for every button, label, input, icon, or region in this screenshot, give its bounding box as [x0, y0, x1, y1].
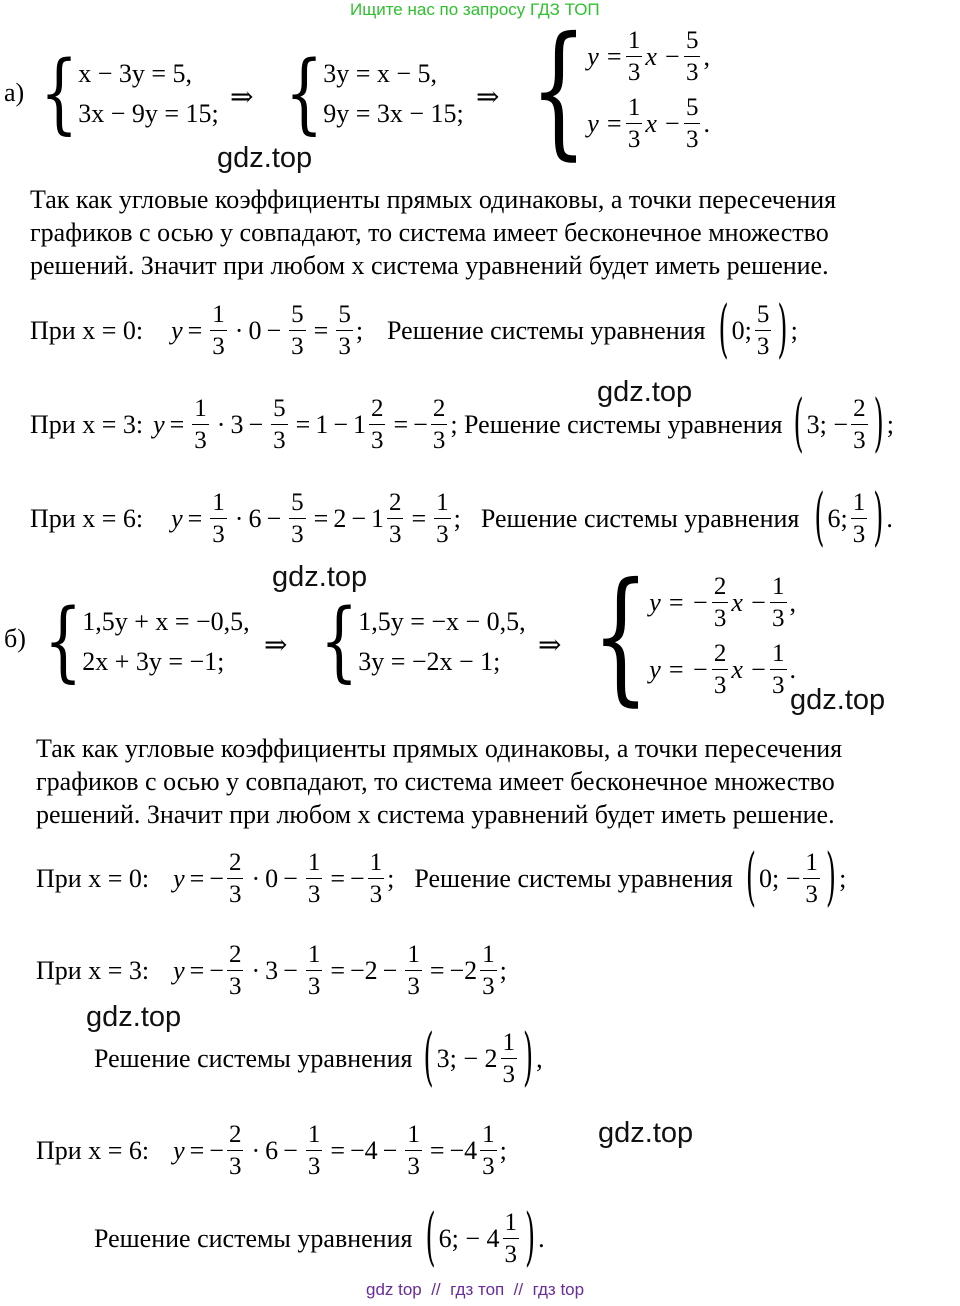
part-a-system-3 — [530, 6, 710, 174]
equation: 1,5y + x = −0,5, — [82, 607, 250, 636]
part-b-system-2 — [320, 591, 526, 693]
case-label: При x = 6: — [30, 503, 144, 533]
watermark: gdz.top — [597, 376, 693, 408]
implies-arrow: ⇒ — [476, 82, 500, 113]
equation: 9y = 3x − 15; — [323, 99, 464, 128]
punct: . — [789, 654, 796, 684]
numerator: 2 — [712, 574, 729, 603]
text-line: Так как угловые коэффициенты прямых одинаковы, а точки пересечения — [30, 185, 837, 214]
punct: , — [703, 41, 710, 71]
denominator: 3 — [504, 1241, 518, 1268]
denominator: 3 — [713, 605, 727, 632]
paren-close-icon: ) — [873, 388, 884, 461]
point-x: 3; − 2 — [436, 1043, 498, 1073]
punct: ; — [886, 409, 894, 439]
solution-label: Решение системы уравнения — [414, 863, 733, 893]
paren-open-icon: ( — [793, 388, 804, 461]
paren-close-icon: ) — [873, 482, 884, 555]
part-b-system-3 — [592, 552, 796, 720]
numerator: 2 — [851, 396, 868, 425]
punct: , — [536, 1043, 543, 1073]
punct: , — [789, 587, 796, 617]
brace-icon: { — [592, 552, 650, 720]
brace-icon: { — [320, 591, 359, 693]
numerator: 1 — [770, 641, 787, 670]
part-a-case-3: При x = 3: y = $\frac{1}{3}$ · 3 − $\frac{5}{3}$ = 1 − 1 $\frac{2}{3}$ = − $\frac{2}{3}$ ; Решение системы уравнения ( 3; − $\frac{2}{3}$ ) ; — [30, 388, 894, 461]
numerator: 1 — [626, 95, 643, 124]
numerator: 1 — [626, 28, 643, 57]
case-label: При x = 0: — [30, 315, 144, 345]
point-x: 0; − — [759, 863, 801, 893]
part-b-explanation — [36, 732, 842, 831]
numerator: 1 — [851, 490, 868, 519]
denominator: 3 — [685, 126, 699, 153]
case-label: При x = 3: — [36, 955, 150, 985]
punct: . — [886, 503, 893, 533]
equation: 3y = x − 5, — [323, 59, 438, 88]
equation-lhs: y = — [587, 41, 623, 71]
text-line: решений. Значит при любом x система уравнений будет иметь решение. — [30, 251, 829, 280]
part-a-label: а) — [4, 78, 25, 107]
case-label: При x = 0: — [36, 863, 150, 893]
numerator: 1 — [770, 574, 787, 603]
header-banner: Ищите нас по запросу ГДЗ ТОП — [350, 0, 600, 19]
equation-mid: x − — [645, 41, 681, 71]
paren-close-icon: ) — [777, 294, 788, 367]
equation: 3x − 9y = 15; — [78, 99, 219, 128]
punct: . — [703, 108, 710, 138]
equation-lhs: y = — [587, 108, 623, 138]
equation: 1,5y = −x − 0,5, — [358, 607, 526, 636]
denominator: 3 — [627, 59, 641, 86]
brace-icon: { — [285, 43, 324, 145]
paren-open-icon: ( — [718, 294, 729, 367]
punct: ; — [839, 863, 847, 893]
watermark: gdz.top — [272, 561, 368, 593]
text-line: Так как угловые коэффициенты прямых одинаковы, а точки пересечения — [36, 734, 843, 763]
part-b-case-6: При x = 6: y = − $\frac{2}{3}$ · 6 − $\frac{1}{3}$ = −4 − $\frac{1}{3}$ = −4 $\frac{1}{3}$ ; — [36, 1121, 507, 1180]
denominator: 3 — [852, 521, 866, 548]
part-b-label: б) — [4, 624, 26, 653]
numerator: 5 — [755, 302, 772, 331]
equation: 2x + 3y = −1; — [82, 647, 225, 676]
denominator: 3 — [685, 59, 699, 86]
denominator: 3 — [502, 1061, 516, 1088]
numerator: 1 — [501, 1030, 518, 1059]
brace-icon: { — [44, 591, 83, 693]
numerator: 5 — [684, 28, 701, 57]
solution-label: Решение системы уравнения — [94, 1043, 413, 1073]
denominator: 3 — [713, 672, 727, 699]
implies-arrow: ⇒ — [230, 82, 254, 113]
part-b-case-3-solution — [94, 1022, 543, 1095]
part-a-explanation — [30, 183, 836, 282]
denominator: 3 — [756, 333, 770, 360]
denominator: 3 — [772, 605, 785, 632]
solution-label: Решение системы уравнения — [387, 315, 706, 345]
equation-lhs: y = − — [649, 587, 709, 617]
paren-close-icon: ) — [825, 842, 837, 915]
paren-open-icon: ( — [423, 1022, 434, 1095]
paren-open-icon: ( — [425, 1202, 436, 1275]
part-a-case-0: При x = 0: y = $\frac{1}{3}$ · 0 − $\frac{5}{3}$ = $\frac{5}{3}$ ; Решение системы уравнения ( 0; $\frac{5}{3}$ ) ; — [30, 294, 798, 367]
text-line: решений. Значит при любом x система уравнений будет иметь решение. — [36, 800, 835, 829]
case-label: При x = 3: — [30, 409, 144, 439]
point-x: 6; — [827, 503, 848, 533]
punct: ; — [790, 315, 798, 345]
numerator: 1 — [503, 1210, 520, 1239]
implies-arrow: ⇒ — [264, 630, 288, 661]
denominator: 3 — [772, 672, 785, 699]
solution-label: ; Решение системы уравнения — [450, 409, 783, 439]
part-b-system-1 — [44, 591, 250, 693]
brace-icon: { — [40, 43, 79, 145]
solution-label: Решение системы уравнения — [94, 1223, 413, 1253]
equation-mid: x − — [731, 587, 767, 617]
equation-mid: x − — [731, 654, 767, 684]
denominator: 3 — [853, 427, 866, 454]
watermark: gdz.top — [86, 1001, 182, 1033]
numerator: 5 — [684, 95, 701, 124]
watermark: gdz.top — [598, 1117, 694, 1149]
point-x: 3; − — [806, 409, 849, 439]
text-line: графиков с осью y совпадают, то система имеет бесконечное множество — [36, 767, 835, 796]
brace-icon: { — [530, 6, 588, 174]
part-b-case-3: При x = 3: y = − $\frac{2}{3}$ · 3 − $\frac{1}{3}$ = −2 − $\frac{1}{3}$ = −2 $\frac{1}{3}$ ; — [36, 941, 507, 1000]
implies-arrow: ⇒ — [538, 630, 562, 661]
text-line: графиков с осью y совпадают, то система имеет бесконечное множество — [30, 218, 829, 247]
paren-open-icon: ( — [745, 842, 757, 915]
point-x: 6; − 4 — [438, 1223, 500, 1253]
part-b-case-0: При x = 0: y = − $\frac{2}{3}$ · 0 − $\frac{1}{3}$ = − $\frac{1}{3}$ ; Решение системы уравнения ( 0; − $\frac{1}{3}$ ) ; — [36, 842, 847, 915]
part-b-case-6-solution — [94, 1202, 545, 1275]
paren-close-icon: ) — [525, 1202, 536, 1275]
paren-close-icon: ) — [523, 1022, 534, 1095]
denominator: 3 — [805, 881, 818, 908]
equation-mid: x − — [645, 108, 681, 138]
equation: 3y = −2x − 1; — [358, 647, 501, 676]
denominator: 3 — [627, 126, 641, 153]
watermark: gdz.top — [790, 684, 886, 716]
part-a-system-2 — [285, 43, 464, 145]
watermark: gdz.top — [217, 142, 313, 174]
part-a-case-6: При x = 6: y = $\frac{1}{3}$ · 6 − $\frac{5}{3}$ = 2 − 1 $\frac{2}{3}$ = $\frac{1}{3}$ ; Решение системы уравнения ( 6; $\frac{1}{3}$ ) . — [30, 482, 893, 555]
numerator: 2 — [712, 641, 729, 670]
point-x: 0; — [731, 315, 752, 345]
part-a-system-1 — [40, 43, 219, 145]
footer-banner: gdz top // гдз топ // гдз top — [366, 1280, 585, 1299]
punct: . — [538, 1223, 545, 1253]
case-label: При x = 6: — [36, 1135, 150, 1165]
solution-label: Решение системы уравнения — [480, 503, 800, 533]
paren-open-icon: ( — [814, 482, 825, 555]
equation-lhs: y = − — [649, 654, 709, 684]
equation: x − 3y = 5, — [78, 59, 193, 88]
numerator: 1 — [803, 850, 820, 879]
